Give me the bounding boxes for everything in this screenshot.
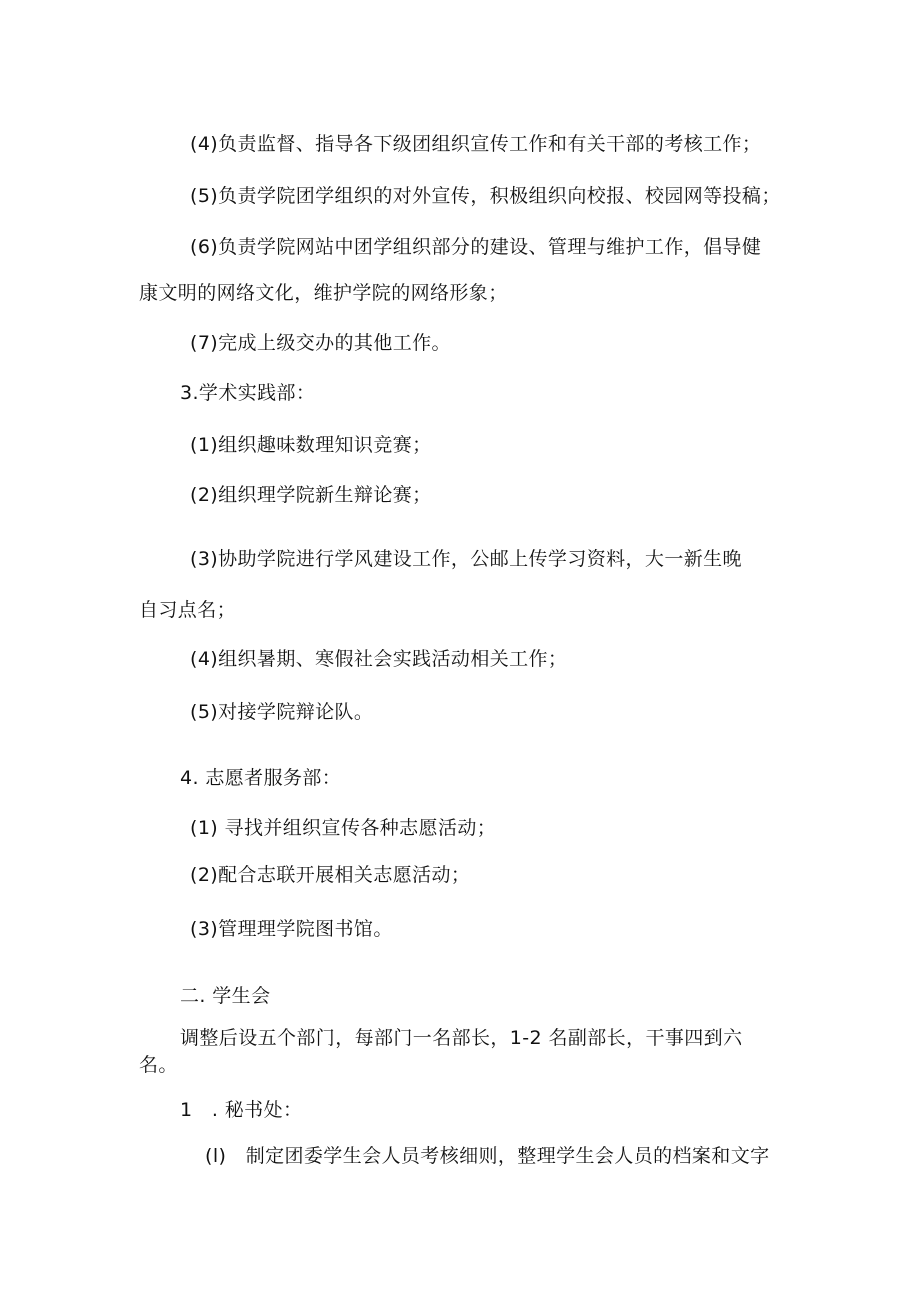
- section-heading-student-union: 二. 学生会: [180, 985, 271, 1007]
- section-heading-secretariat: 1 . 秘书处：: [180, 1099, 303, 1121]
- duty-4-line: (4)负责监督、指导各下级团组织宣传工作和有关干部的考核工作；: [190, 133, 762, 155]
- volunteer-item-2: (2)配合志联开展相关志愿活动；: [190, 864, 471, 886]
- duty-7-line: (7)完成上级交办的其他工作。: [190, 332, 451, 354]
- duty-5-line: (5)负责学院团学组织的对外宣传，积极组织向校报、校园网等投稿；: [190, 185, 781, 207]
- academic-item-4: (4)组织暑期、寒假社会实践活动相关工作；: [190, 648, 568, 670]
- duty-6-line: (6)负责学院网站中团学组织部分的建设、管理与维护工作，倡导健: [190, 236, 762, 258]
- academic-item-5: (5)对接学院辩论队。: [190, 701, 374, 723]
- student-union-intro: 调整后设五个部门，每部门一名部长，1-2 名副部长，干事四到六: [180, 1027, 743, 1049]
- student-union-intro-continuation: 名。: [139, 1054, 178, 1076]
- duty-6-continuation: 康文明的网络文化，维护学院的网络形象；: [139, 282, 508, 304]
- academic-item-3-continuation: 自习点名；: [139, 599, 237, 621]
- section-heading-volunteer: 4. 志愿者服务部：: [180, 767, 342, 789]
- section-heading-academic: 3.学术实践部：: [180, 382, 316, 404]
- volunteer-item-3: (3)管理理学院图书馆。: [190, 918, 393, 940]
- academic-item-2: (2)组织理学院新生辩论赛；: [190, 484, 432, 506]
- secretariat-item-1: (l) 制定团委学生会人员考核细则，整理学生会人员的档案和文字: [205, 1145, 770, 1167]
- academic-item-1: (1)组织趣味数理知识竞赛；: [190, 434, 432, 456]
- volunteer-item-1: (1) 寻找并组织宣传各种志愿活动；: [190, 817, 497, 839]
- academic-item-3: (3)协助学院进行学风建设工作，公邮上传学习资料，大一新生晚: [190, 548, 742, 570]
